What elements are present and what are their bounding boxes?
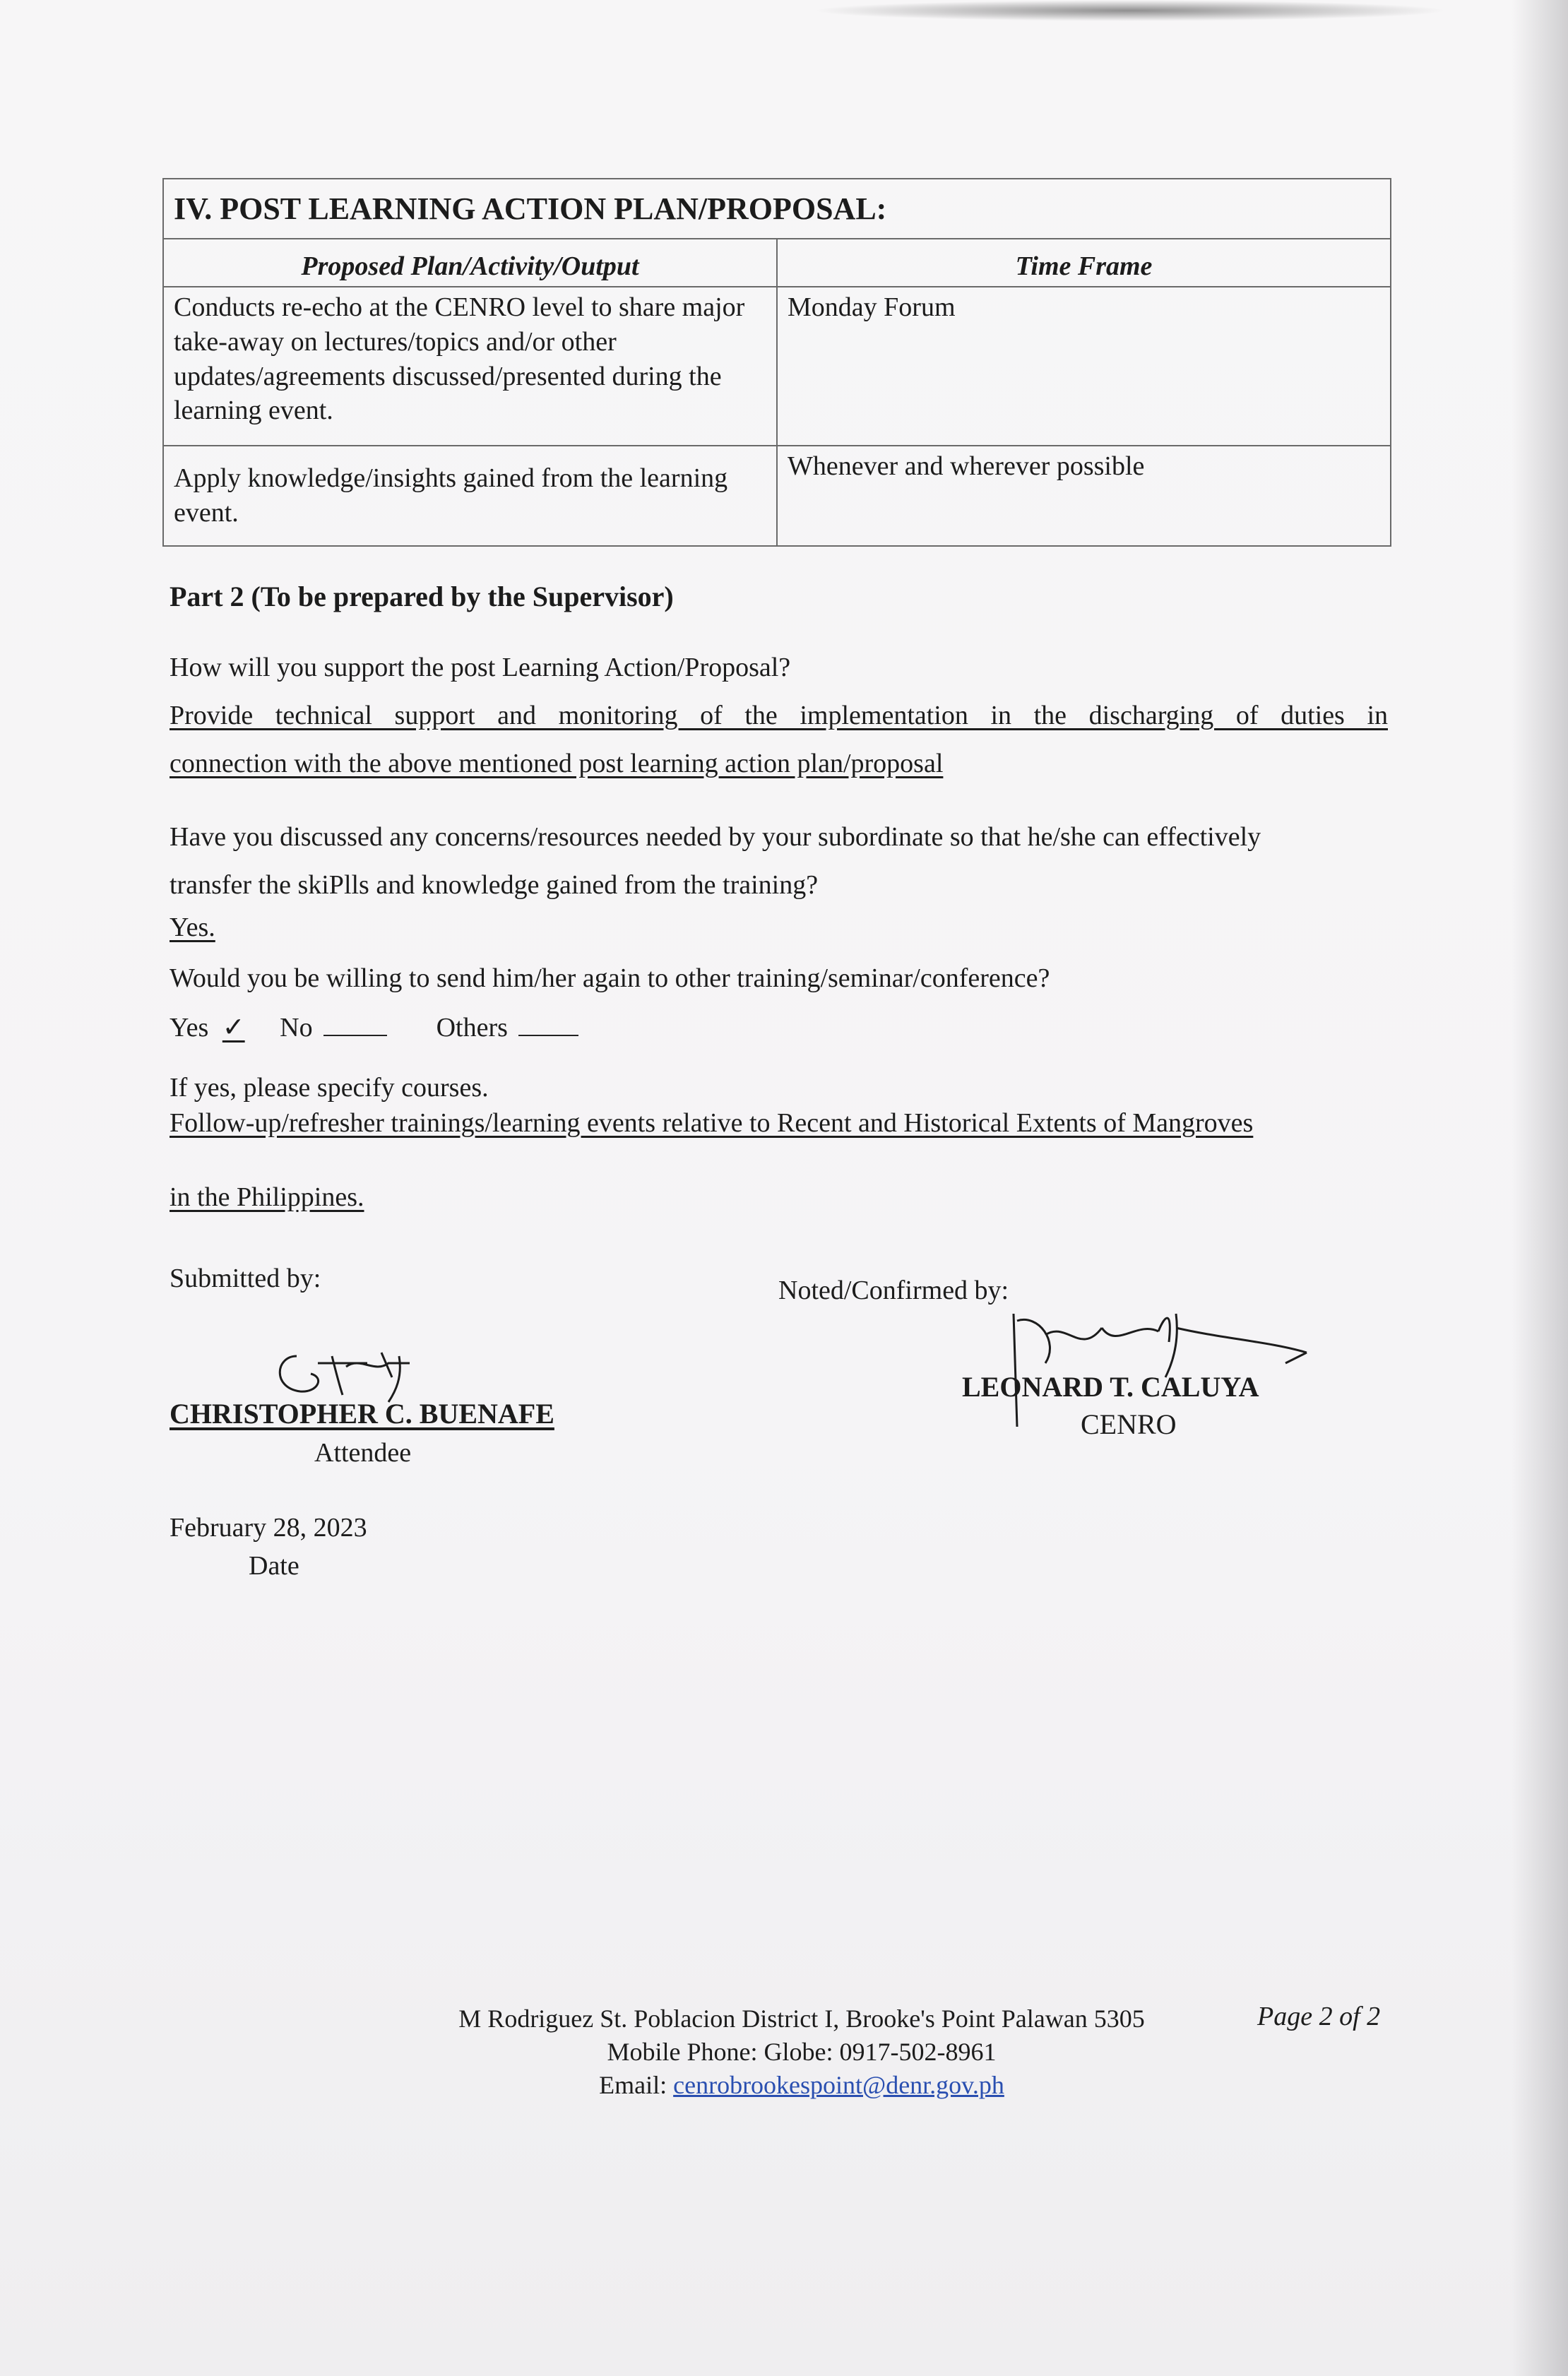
no-label: No — [280, 1013, 313, 1043]
footer-email-label: Email: — [599, 2070, 667, 2099]
answer-courses-line2: in the Philippines. — [170, 1182, 364, 1212]
header-time-frame: Time Frame — [777, 239, 1391, 287]
action-plan-table — [162, 178, 1391, 547]
part2-heading: Part 2 (To be prepared by the Supervisor) — [170, 581, 674, 612]
choice-row — [170, 1010, 578, 1046]
footer-address: M Rodriguez St. Poblacion District I, Brooke's Point Palawan 5305 — [458, 2004, 1145, 2033]
noted-by-label: Noted/Confirmed by: — [778, 1276, 1009, 1305]
no-blank — [323, 1035, 387, 1036]
answer-courses-line1: Follow-up/refresher trainings/learning events relative to Recent and Historical Extents of Mangroves — [170, 1108, 1254, 1138]
others-label: Others — [436, 1013, 508, 1043]
table-row-1-time-frame: Monday Forum — [777, 287, 1391, 445]
footer-phone: Mobile Phone: Globe: 0917-502-8961 — [607, 2037, 997, 2066]
answer-support-line2: connection with the above mentioned post learning action plan/proposal — [170, 749, 944, 778]
header-activity: Proposed Plan/Activity/Output — [163, 239, 777, 287]
question-support: How will you support the post Learning Action/Proposal? — [170, 653, 791, 682]
page-number: Page 2 of 2 — [1257, 2002, 1381, 2031]
footer-contact — [396, 2002, 1208, 2101]
attendee-role: Attendee — [314, 1438, 412, 1468]
table-row-1-activity: Conducts re-echo at the CENRO level to share major take-away on lectures/topics and/or other updates/agreements discussed/presented during the learning event. — [163, 287, 777, 445]
submission-date: February 28, 2023 — [170, 1513, 367, 1543]
right-edge-shadow — [1511, 0, 1568, 2376]
question-concerns-line1: Have you discussed any concerns/resources needed by your subordinate so that he/she can effectively — [170, 822, 1261, 852]
yes-label: Yes — [170, 1013, 209, 1043]
date-label: Date — [249, 1551, 299, 1581]
cenro-name: LEONARD T. CALUYA — [962, 1371, 1259, 1403]
question-concerns-line2: transfer the skiPlls and knowledge gained from the training? — [170, 870, 819, 900]
table-row-2-time-frame: Whenever and wherever possible — [777, 446, 1391, 546]
cenro-role: CENRO — [1081, 1408, 1177, 1440]
attendee-name: CHRISTOPHER C. BUENAFE — [170, 1398, 554, 1430]
footer-email-link[interactable]: cenrobrookespoint@denr.gov.ph — [673, 2070, 1004, 2099]
footer-email-line — [396, 2069, 1208, 2102]
table-row-2-activity: Apply knowledge/insights gained from the learning event. — [163, 446, 777, 546]
answer-concerns: Yes. — [170, 913, 215, 942]
others-blank — [518, 1035, 578, 1036]
answer-support-line1: Provide technical support and monitoring of the implementation in the discharging of duties in — [170, 701, 1388, 730]
section-title: IV. POST LEARNING ACTION PLAN/PROPOSAL: — [163, 179, 1391, 239]
question-courses: If yes, please specify courses. — [170, 1073, 489, 1103]
yes-checkmark: ✓ — [222, 1013, 245, 1043]
question-send-again: Would you be willing to send him/her again to other training/seminar/conference? — [170, 963, 1050, 993]
submitted-by-label: Submitted by: — [170, 1264, 321, 1293]
top-shadow — [812, 0, 1448, 21]
